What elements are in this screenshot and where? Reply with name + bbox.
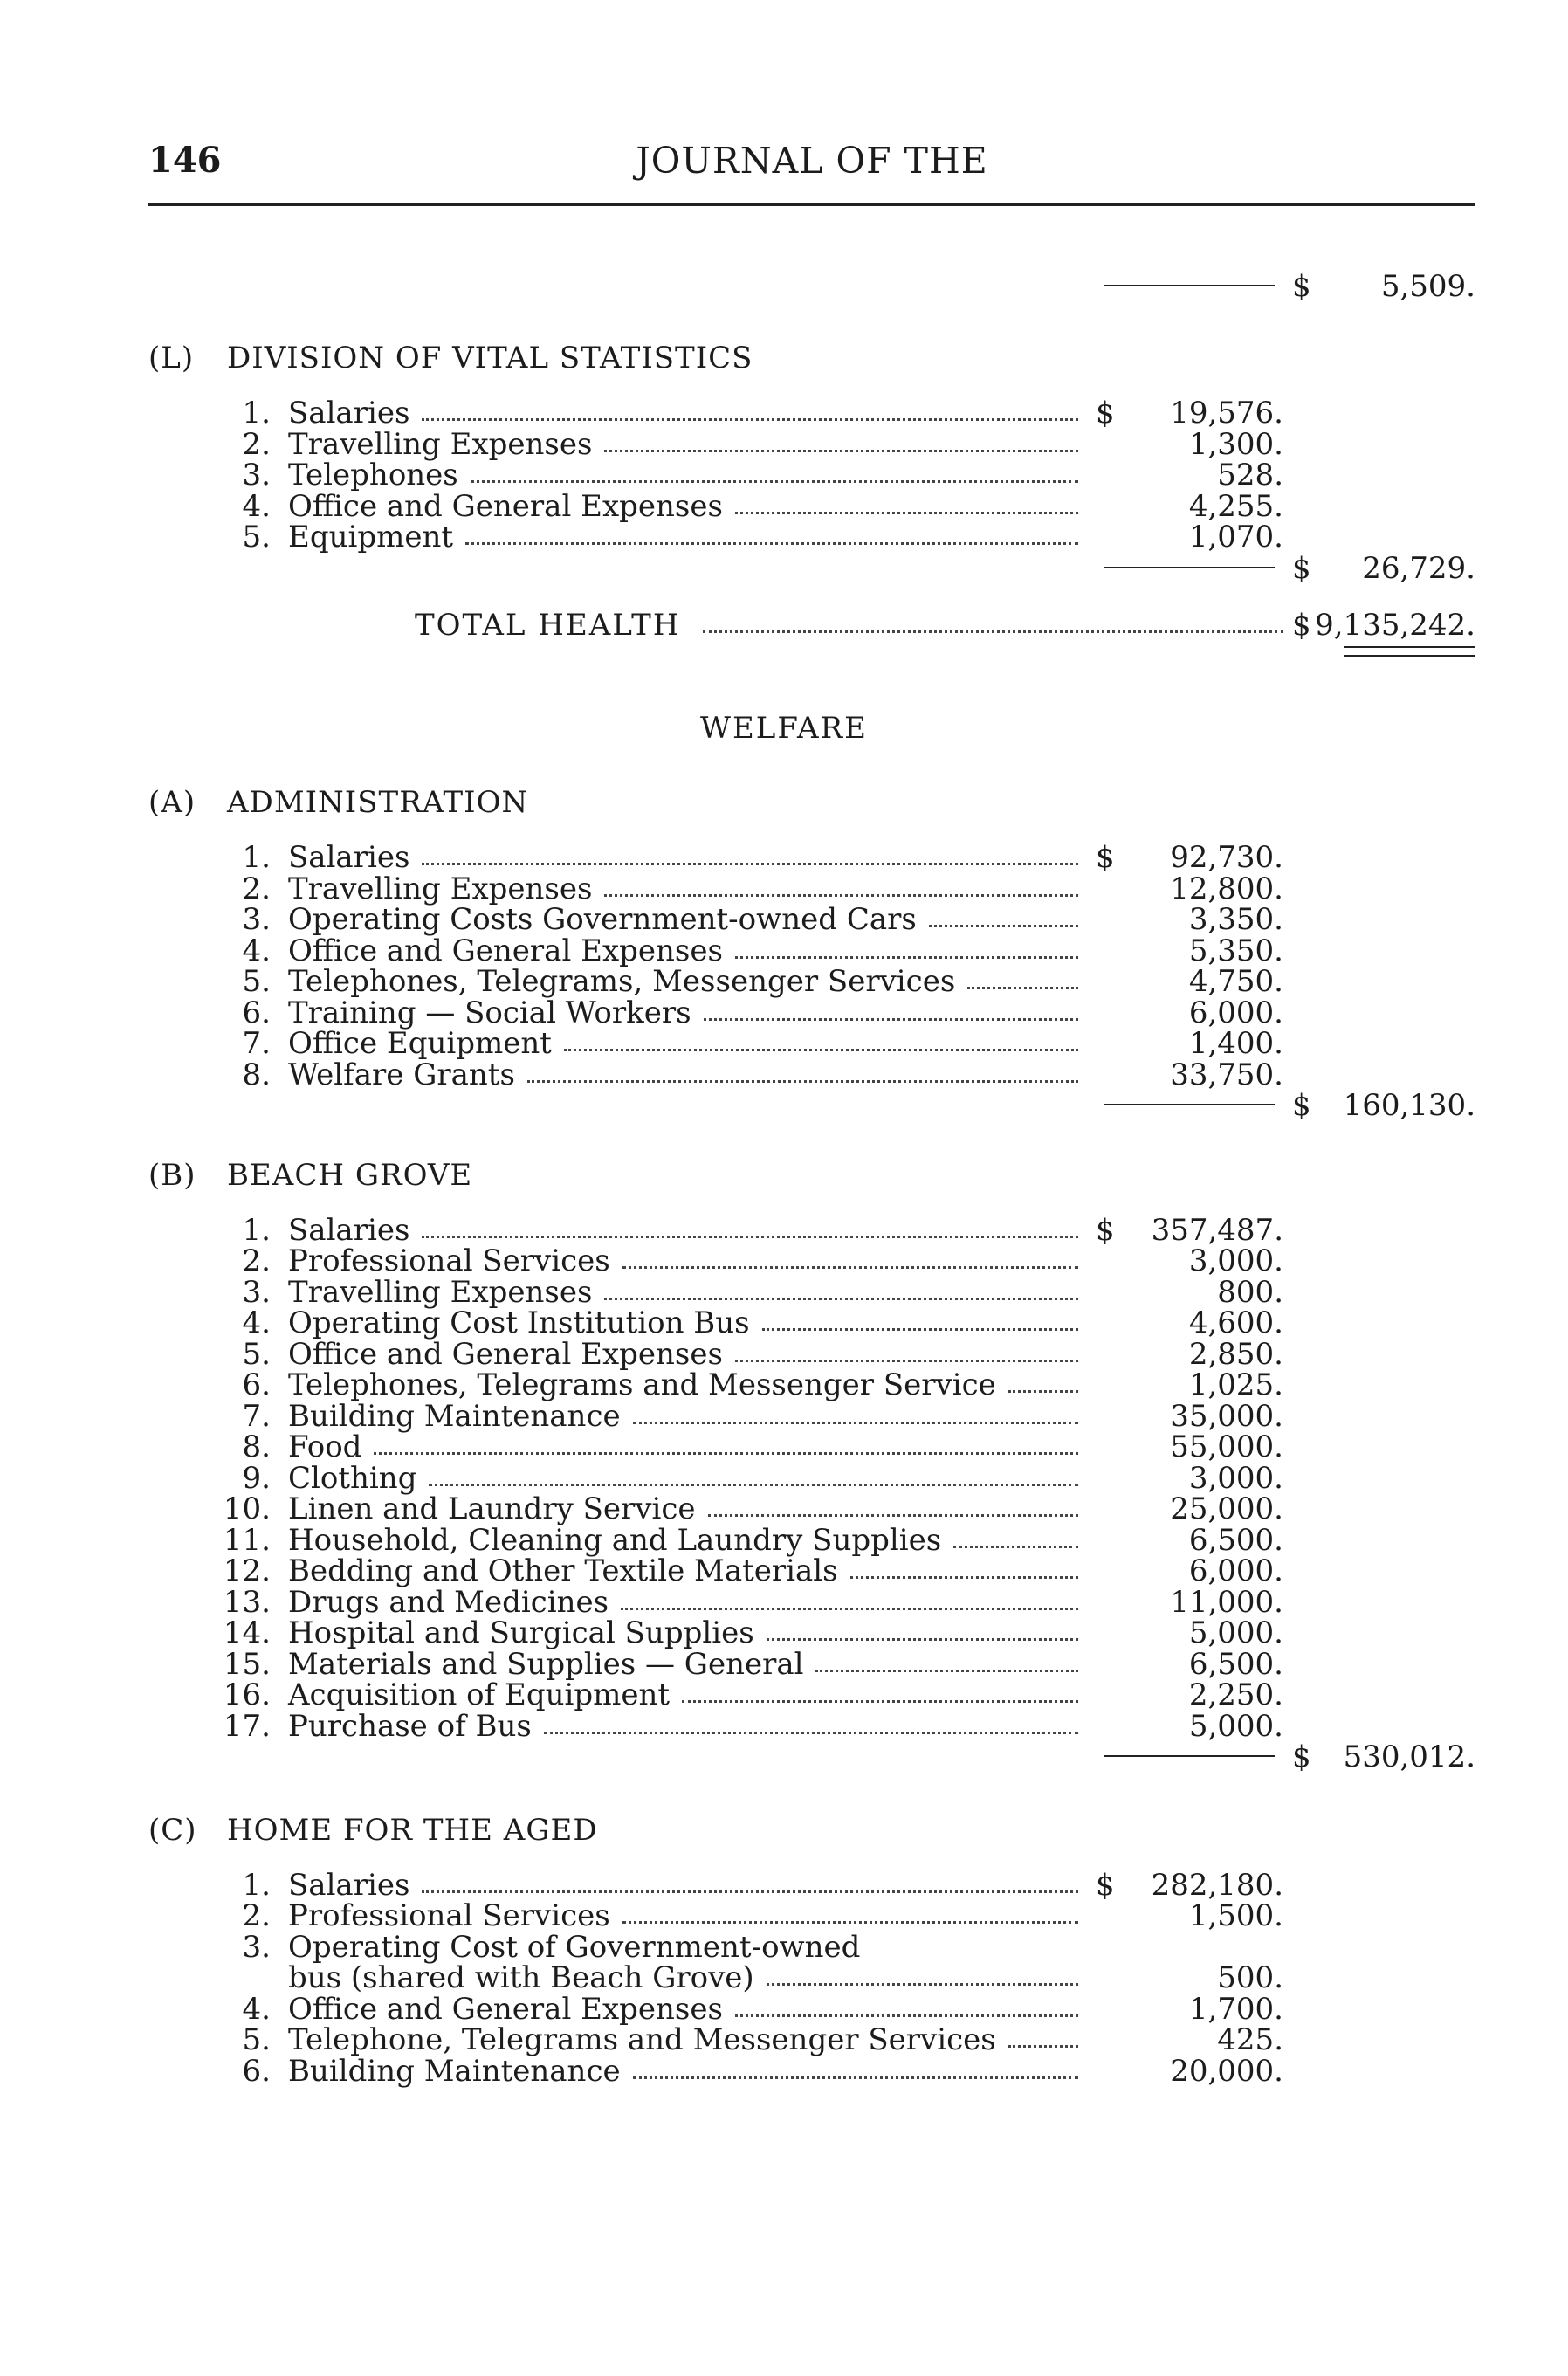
item-label: Acquisition of Equipment	[288, 1677, 671, 1712]
item-label: Food	[288, 1429, 362, 1464]
item-number: 3.	[242, 1929, 271, 1965]
item-amount: 1,400.	[1188, 1026, 1283, 1061]
item-amount: 33,750.	[1170, 1057, 1283, 1092]
item-amount: 3,350.	[1188, 902, 1283, 937]
item-label: Training — Social Workers	[288, 995, 691, 1030]
carryover-total-dollar: $	[1292, 269, 1311, 304]
dot-leader	[735, 1360, 1078, 1362]
item-number: 9.	[242, 1460, 271, 1496]
dot-leader	[682, 1700, 1078, 1703]
section-total-l-dollar: $	[1292, 550, 1311, 586]
item-number: 2.	[242, 1898, 271, 1933]
dot-leader	[633, 2076, 1078, 2079]
item-label: Salaries	[288, 1867, 410, 1903]
item-amount: 1,500.	[1188, 1898, 1283, 1933]
item-amount: 5,000.	[1188, 1708, 1283, 1744]
item-amount: 3,000.	[1188, 1460, 1283, 1496]
item-number: 2.	[242, 871, 271, 906]
item-label: Operating Cost Institution Bus	[288, 1305, 750, 1340]
item-number: 6.	[242, 2053, 271, 2089]
dot-leader	[622, 1266, 1078, 1269]
page-header	[148, 140, 1475, 201]
item-dollar: $	[1096, 1212, 1115, 1248]
item-amount: 12,800.	[1170, 871, 1283, 906]
item-label: Clothing	[288, 1460, 417, 1496]
item-number: 5.	[242, 1336, 271, 1372]
item-number: 6.	[242, 1367, 271, 1402]
dot-leader	[767, 1638, 1078, 1641]
dot-leader	[465, 542, 1078, 545]
item-amount: 2,250.	[1188, 1677, 1283, 1712]
item-number: 4.	[242, 1991, 271, 2027]
dot-leader	[621, 1608, 1078, 1610]
dot-leader	[1008, 1390, 1078, 1393]
item-amount: 1,700.	[1188, 1991, 1283, 2027]
item-number: 1.	[242, 396, 271, 430]
item-amount: 4,750.	[1188, 964, 1283, 999]
item-label: Telephones, Telegrams and Messenger Service	[288, 1367, 996, 1402]
dot-leader	[735, 2014, 1078, 2017]
item-label: Office Equipment	[288, 1026, 552, 1061]
item-number: 16.	[223, 1677, 271, 1712]
item-label: Office and General Expenses	[288, 933, 723, 968]
item-label: Household, Cleaning and Laundry Supplies	[288, 1522, 942, 1558]
item-label: Bedding and Other Textile Materials	[288, 1553, 838, 1588]
dot-leader	[422, 863, 1078, 865]
item-label: Salaries	[288, 1212, 410, 1248]
item-amount: 55,000.	[1170, 1429, 1283, 1464]
item-label: Professional Services	[288, 1243, 610, 1278]
item-amount: 528.	[1217, 458, 1283, 492]
item-amount: 19,576.	[1170, 396, 1283, 430]
item-label: Salaries	[288, 840, 410, 875]
item-dollar: $	[1096, 840, 1115, 875]
running-title: JOURNAL OF THE	[636, 140, 988, 182]
item-amount: 35,000.	[1170, 1398, 1283, 1434]
section-total-b-dollar: $	[1292, 1739, 1311, 1774]
item-number: 5.	[242, 964, 271, 999]
dot-leader	[422, 418, 1078, 421]
item-amount: 20,000.	[1170, 2053, 1283, 2089]
item-amount: 4,255.	[1188, 488, 1283, 524]
item-number: 5.	[242, 520, 271, 554]
section-label: (B)	[148, 1157, 196, 1193]
section-total-a-amount: 160,130.	[1343, 1088, 1475, 1123]
carryover-total-amount: 5,509.	[1380, 269, 1475, 304]
item-amount: 6,000.	[1188, 995, 1283, 1030]
header-rule	[148, 203, 1475, 206]
dot-leader	[422, 1890, 1078, 1893]
section-title: BEACH GROVE	[227, 1157, 473, 1193]
item-number: 3.	[242, 902, 271, 937]
item-amount: 4,600.	[1188, 1305, 1283, 1340]
dot-leader	[604, 1298, 1078, 1300]
dot-leader	[564, 1049, 1078, 1051]
item-number: 13.	[223, 1584, 271, 1620]
dot-leader	[1008, 2045, 1078, 2048]
dot-leader	[762, 1328, 1078, 1331]
total-health-dollar: $	[1292, 608, 1311, 643]
dot-leader	[422, 1236, 1078, 1238]
item-label: Travelling Expenses	[288, 871, 593, 906]
dot-leader	[735, 512, 1078, 514]
item-number: 2.	[242, 1243, 271, 1278]
item-label: Operating Cost of Government-owned	[288, 1929, 861, 1965]
item-label: Equipment	[288, 520, 454, 554]
section-heading-c	[148, 1813, 598, 1848]
item-label: Telephones	[288, 458, 458, 492]
dot-leader	[704, 1018, 1078, 1021]
welfare-heading: WELFARE	[700, 711, 868, 746]
dot-leader	[929, 925, 1078, 927]
section-heading-b	[148, 1158, 472, 1193]
dot-leader	[633, 1422, 1078, 1424]
item-amount: 1,025.	[1188, 1367, 1283, 1402]
section-total-a-dollar: $	[1292, 1088, 1311, 1123]
item-amount: 3,000.	[1188, 1243, 1283, 1278]
item-number: 4.	[242, 488, 271, 524]
dot-leader	[429, 1484, 1078, 1486]
dot-leader	[604, 450, 1078, 452]
item-number: 8.	[242, 1057, 271, 1092]
dot-leader	[374, 1452, 1078, 1455]
item-amount: 6,500.	[1188, 1646, 1283, 1682]
dot-leader	[850, 1576, 1078, 1579]
item-label: Building Maintenance	[288, 2053, 621, 2089]
item-label-continued: bus (shared with Beach Grove)	[288, 1960, 754, 1995]
item-label: Travelling Expenses	[288, 426, 593, 462]
total-health-label: TOTAL HEALTH	[415, 608, 681, 643]
item-label: Purchase of Bus	[288, 1708, 532, 1744]
item-number: 1.	[242, 1212, 271, 1248]
item-number: 4.	[242, 1305, 271, 1340]
item-amount: 2,850.	[1188, 1336, 1283, 1372]
item-number: 1.	[242, 840, 271, 875]
item-number: 7.	[242, 1026, 271, 1061]
item-label: Hospital and Surgical Supplies	[288, 1615, 754, 1650]
section-label: (L)	[148, 341, 195, 375]
item-amount: 6,000.	[1188, 1553, 1283, 1588]
item-amount: 11,000.	[1170, 1584, 1283, 1620]
item-dollar: $	[1096, 396, 1115, 430]
section-title: ADMINISTRATION	[227, 785, 529, 820]
section-title: DIVISION OF VITAL STATISTICS	[227, 341, 753, 375]
dot-leader	[953, 1546, 1078, 1548]
item-label: Salaries	[288, 396, 410, 430]
dot-leader	[767, 1983, 1078, 1986]
item-amount: 6,500.	[1188, 1522, 1283, 1558]
section-total-l-amount: 26,729.	[1362, 550, 1475, 586]
item-label: Building Maintenance	[288, 1398, 621, 1434]
dot-leader	[527, 1080, 1078, 1083]
item-number: 3.	[242, 458, 271, 492]
item-label: Office and General Expenses	[288, 1336, 723, 1372]
item-label: Telephone, Telegrams and Messenger Services	[288, 2022, 996, 2057]
item-number: 6.	[242, 995, 271, 1030]
item-number: 17.	[223, 1708, 271, 1744]
item-number: 3.	[242, 1274, 271, 1310]
section-total-b-amount: 530,012.	[1343, 1739, 1475, 1774]
item-amount: 500.	[1217, 1960, 1283, 1995]
section-label: (A)	[148, 785, 196, 820]
item-label: Telephones, Telegrams, Messenger Services	[288, 964, 956, 999]
item-amount: 25,000.	[1170, 1491, 1283, 1526]
dot-leader	[967, 987, 1078, 989]
item-number: 11.	[223, 1522, 271, 1558]
section-title: HOME FOR THE AGED	[227, 1812, 598, 1848]
item-amount: 1,300.	[1188, 426, 1283, 462]
item-label: Linen and Laundry Service	[288, 1491, 696, 1526]
dot-leader	[735, 956, 1078, 959]
section-label: (C)	[148, 1812, 197, 1848]
dot-leader	[471, 480, 1078, 483]
item-label: Office and General Expenses	[288, 488, 723, 524]
item-amount: 5,350.	[1188, 933, 1283, 968]
item-label: Professional Services	[288, 1898, 610, 1933]
dot-leader	[815, 1670, 1078, 1672]
item-amount: 5,000.	[1188, 1615, 1283, 1650]
dot-leader	[708, 1514, 1078, 1517]
item-amount: 800.	[1217, 1274, 1283, 1310]
item-amount: 357,487.	[1151, 1212, 1283, 1248]
dot-leader	[703, 630, 1283, 633]
total-health-amount: 9,135,242.	[1315, 608, 1475, 643]
section-heading-a	[148, 785, 528, 820]
item-number: 7.	[242, 1398, 271, 1434]
item-label: Operating Costs Government-owned Cars	[288, 902, 917, 937]
item-number: 10.	[223, 1491, 271, 1526]
item-dollar: $	[1096, 1867, 1115, 1903]
double-underline	[1344, 646, 1475, 657]
section-heading-l	[148, 341, 753, 375]
item-label: Welfare Grants	[288, 1057, 515, 1092]
item-number: 5.	[242, 2022, 271, 2057]
item-number: 2.	[242, 426, 271, 462]
item-number: 15.	[223, 1646, 271, 1682]
item-number: 12.	[223, 1553, 271, 1588]
dot-leader	[604, 894, 1078, 897]
item-label: Travelling Expenses	[288, 1274, 593, 1310]
item-amount: 92,730.	[1170, 840, 1283, 875]
item-amount: 282,180.	[1151, 1867, 1283, 1903]
item-number: 8.	[242, 1429, 271, 1464]
item-number: 14.	[223, 1615, 271, 1650]
item-number: 1.	[242, 1867, 271, 1903]
dot-leader	[622, 1921, 1078, 1924]
item-label: Office and General Expenses	[288, 1991, 723, 2027]
item-label: Drugs and Medicines	[288, 1584, 609, 1620]
item-label: Materials and Supplies — General	[288, 1646, 804, 1682]
page-number: 146	[148, 140, 222, 181]
item-amount: 425.	[1217, 2022, 1283, 2057]
item-number: 4.	[242, 933, 271, 968]
item-amount: 1,070.	[1188, 520, 1283, 554]
dot-leader	[544, 1732, 1078, 1734]
